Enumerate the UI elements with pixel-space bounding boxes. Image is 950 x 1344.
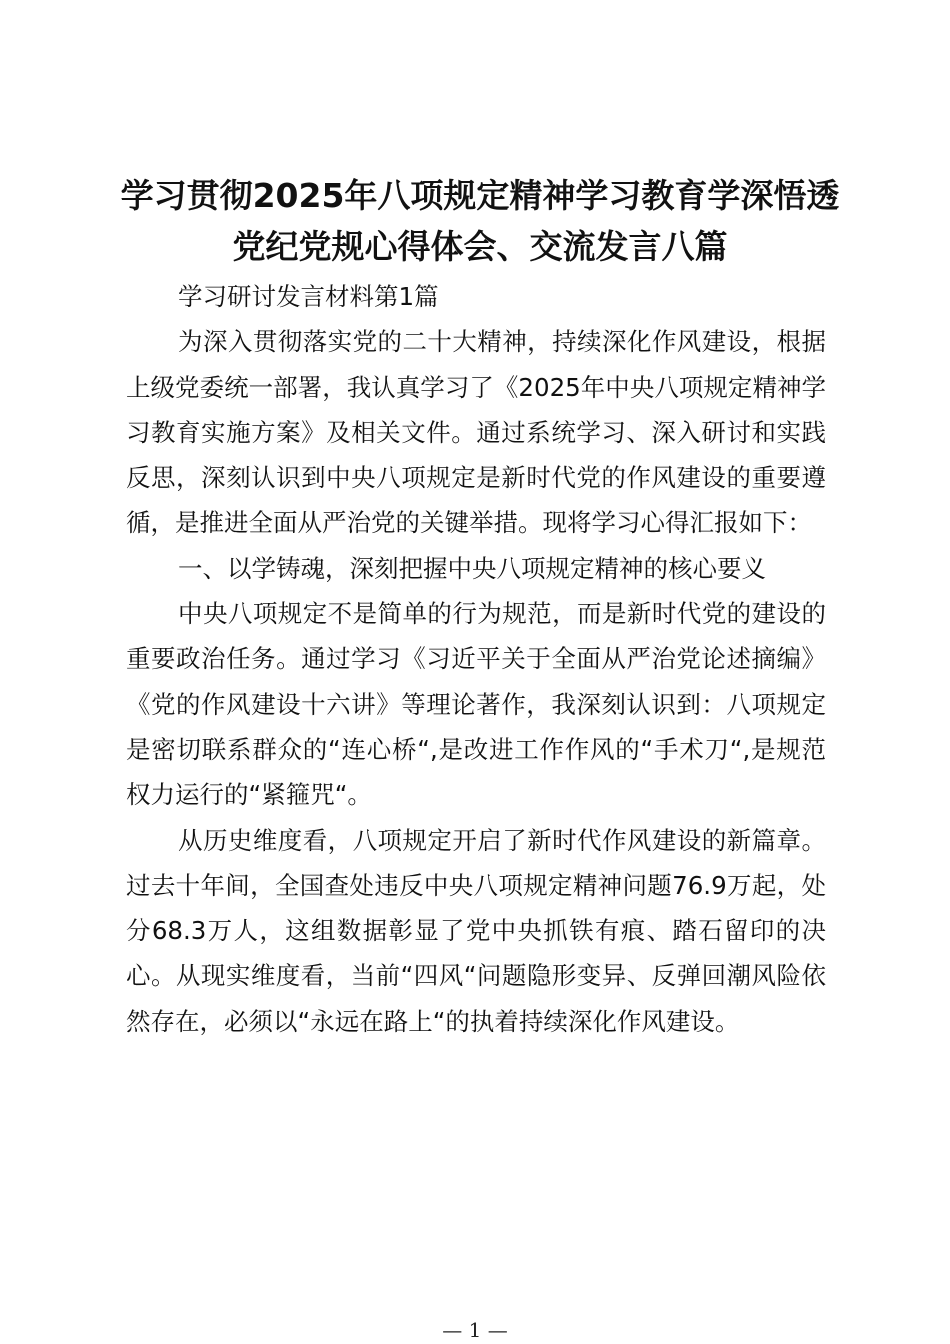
- body-paragraph: 中央八项规定不是简单的行为规范，而是新时代党的建设的重要政治任务。通过学习《习近平关于全面从严治党论述摘编》《党的作风建设十六讲》等理论著作，我深刻认识到：八项规定是密切联系群众的“连心桥“,是改进工作作风的“手术刀“,是规范权力运行的“紧箍咒“。: [126, 599, 826, 810]
- body-paragraph: 从历史维度看，八项规定开启了新时代作风建设的新篇章。过去十年间，全国查处违反中央八项规定精神问题76.9万起，处分68.3万人，这组数据彰显了党中央抓铁有痕、踏石留印的决心。从现实维度看，当前“四风“问题隐形变异、反弹回潮风险依然存在，必须以“永远在路上“的执着持续深化作风建设。: [126, 825, 826, 1036]
- document-title: 学习贯彻2025年八项规定精神学习教育学深悟透党纪党规心得体会、交流发言八篇: [120, 176, 840, 266]
- section-heading: 一、以学铸魂，深刻把握中央八项规定精神的核心要义: [178, 553, 766, 583]
- document-body: [126, 274, 826, 1044]
- section-heading: 学习研讨发言材料第1篇: [178, 282, 439, 311]
- intro-paragraph: 为深入贯彻落实党的二十大精神，持续深化作风建设，根据上级党委统一部署，我认真学习了《2025年中央八项规定精神学习教育实施方案》及相关文件。通过系统学习、深入研讨和实践反思，深刻认识到中央八项规定是新时代党的作风建设的重要遵循，是推进全面从严治党的关键举措。现将学习心得汇报如下：: [126, 327, 826, 538]
- page-number: — 1 —: [442, 1318, 508, 1342]
